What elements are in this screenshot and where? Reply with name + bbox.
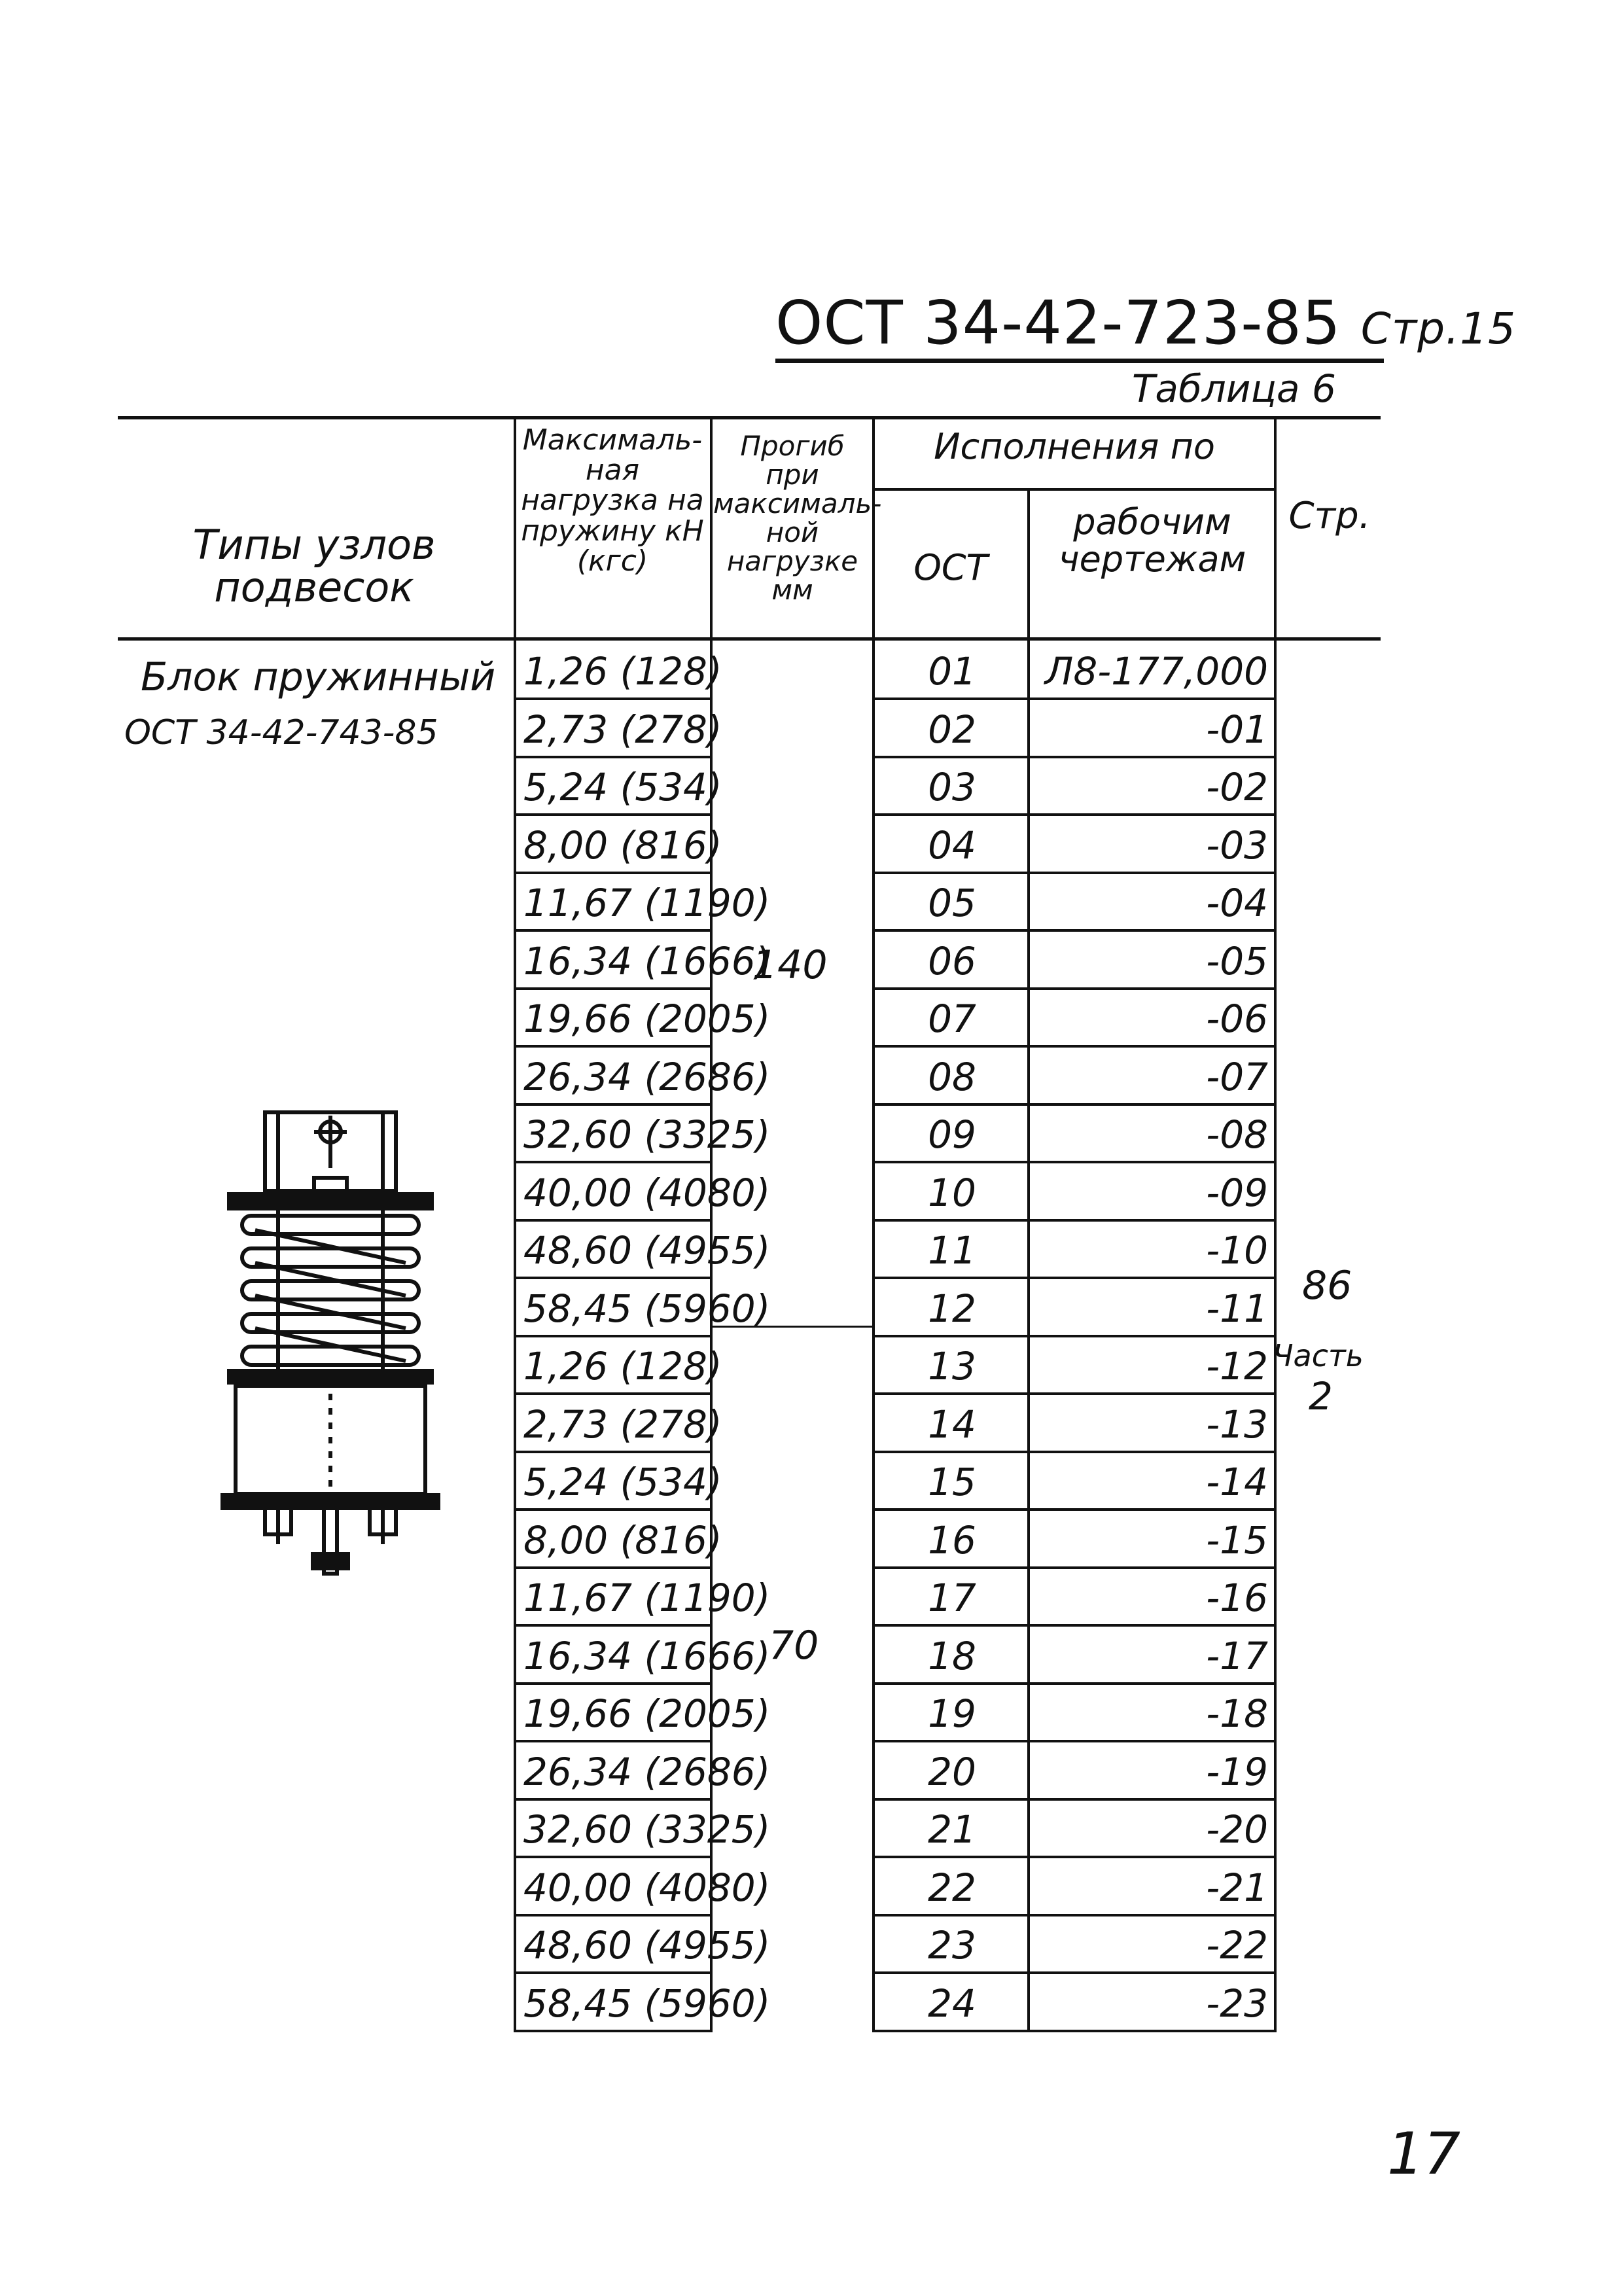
version-row-underline — [875, 1624, 1275, 1627]
doc-number-text: ОСТ 34-42-723-85 — [775, 288, 1341, 358]
version-row-underline — [875, 1045, 1275, 1048]
drawing-number-cell: -16 — [1206, 1576, 1268, 1620]
load-cell: 58,45 (5960) — [523, 1286, 771, 1331]
drawing-number-cell: -18 — [1206, 1691, 1268, 1736]
ost-code-cell: 13 — [928, 1344, 976, 1388]
ost-code-cell: 20 — [928, 1750, 976, 1794]
page-number: 17 — [1387, 2120, 1460, 2187]
header-ost-text: ОСТ — [913, 547, 988, 588]
load-cell: 8,00 (816) — [523, 823, 722, 868]
header-page — [1277, 497, 1382, 536]
load-cell: 19,66 (2005) — [523, 1691, 771, 1736]
ost-code-cell: 15 — [928, 1460, 976, 1504]
load-cell: 8,00 (816) — [523, 1518, 722, 1563]
document-number — [775, 288, 1516, 358]
load-row-underline — [516, 1219, 710, 1222]
load-row-underline — [516, 1161, 710, 1163]
load-row-underline — [516, 1682, 710, 1685]
ost-code-cell: 19 — [928, 1691, 976, 1736]
load-row-underline — [516, 2030, 710, 2032]
load-cell: 2,73 (278) — [523, 707, 722, 752]
drawing-number-cell: -02 — [1206, 765, 1268, 809]
header-load — [517, 425, 708, 576]
spring-block-drawing — [216, 1106, 445, 1583]
load-row-underline — [516, 929, 710, 932]
load-cell: 1,26 (128) — [523, 1344, 722, 1388]
header-drawings — [1031, 501, 1273, 580]
load-cell: 40,00 (4080) — [523, 1865, 771, 1910]
col-divider-load-left — [514, 416, 516, 2032]
ost-code-cell: 09 — [928, 1112, 976, 1157]
drawing-number-cell: -12 — [1206, 1344, 1268, 1388]
deflection-value-70: 70 — [769, 1623, 819, 1669]
ost-code-cell: 02 — [928, 707, 976, 752]
version-row-underline — [875, 756, 1275, 758]
drawing-number-cell: -10 — [1206, 1228, 1268, 1273]
drawing-number-cell: -15 — [1206, 1518, 1268, 1563]
header-page-text: Стр. — [1288, 495, 1371, 537]
part-label: Часть — [1273, 1338, 1364, 1373]
load-row-underline — [516, 1566, 710, 1569]
load-row-underline — [516, 1451, 710, 1453]
ost-code-cell: 21 — [928, 1807, 976, 1852]
load-cell: 58,45 (5960) — [523, 1981, 771, 2026]
header-load-text: Максималь-ная нагрузка на пружину кН (кгс) — [521, 423, 704, 578]
version-row-underline — [875, 1740, 1275, 1742]
load-row-underline — [516, 987, 710, 990]
version-row-underline — [875, 1277, 1275, 1279]
load-cell: 11,67 (1190) — [523, 1576, 771, 1620]
version-row-underline — [875, 1161, 1275, 1163]
load-row-underline — [516, 1798, 710, 1801]
part-number: 2 — [1309, 1374, 1333, 1419]
ost-code-cell: 04 — [928, 823, 976, 868]
drawing-number-cell: -21 — [1206, 1865, 1268, 1910]
load-row-underline — [516, 1971, 710, 1974]
drawing-number-cell: -06 — [1206, 997, 1268, 1041]
load-cell: 2,73 (278) — [523, 1402, 722, 1447]
page-reference: Стр.15 — [1360, 304, 1517, 354]
table-header-bottom-rule — [118, 637, 1381, 641]
ost-code-cell: 14 — [928, 1402, 976, 1447]
load-cell: 19,66 (2005) — [523, 997, 771, 1041]
drawing-number-cell: -14 — [1206, 1460, 1268, 1504]
header-drawings-text: рабочим чертежам — [1058, 501, 1246, 580]
drawing-number-cell: Л8-177,000 — [1044, 649, 1268, 694]
version-row-underline — [875, 813, 1275, 816]
header-underline — [775, 359, 1384, 363]
load-cell: 32,60 (3325) — [523, 1807, 771, 1852]
load-cell: 5,24 (534) — [523, 765, 722, 809]
load-cell: 48,60 (4955) — [523, 1923, 771, 1968]
drawing-number-cell: -07 — [1206, 1055, 1268, 1099]
version-row-underline — [875, 1682, 1275, 1685]
drawing-number-cell: -17 — [1206, 1634, 1268, 1678]
drawing-number-cell: -08 — [1206, 1112, 1268, 1157]
ost-code-cell: 07 — [928, 997, 976, 1041]
load-row-underline — [516, 1045, 710, 1048]
table-top-rule — [118, 416, 1381, 419]
drawing-number-cell: -09 — [1206, 1171, 1268, 1215]
col-divider-page-left — [1274, 416, 1277, 2032]
drawing-number-cell: -01 — [1206, 707, 1268, 752]
version-row-underline — [875, 2030, 1275, 2032]
ost-code-cell: 22 — [928, 1865, 976, 1910]
ost-code-cell: 12 — [928, 1286, 976, 1331]
load-cell: 1,26 (128) — [523, 649, 722, 694]
header-deflection-text: Прогиб при максималь-ной нагрузке мм — [713, 430, 882, 607]
ost-code-cell: 24 — [928, 1981, 976, 2026]
version-row-underline — [875, 1335, 1275, 1337]
version-row-underline — [875, 1798, 1275, 1801]
version-row-underline — [875, 1856, 1275, 1858]
load-cell: 5,24 (534) — [523, 1460, 722, 1504]
load-cell: 40,00 (4080) — [523, 1171, 771, 1215]
table-title: Таблица 6 — [1132, 366, 1336, 411]
ost-code-cell: 16 — [928, 1518, 976, 1563]
load-row-underline — [516, 1335, 710, 1337]
version-row-underline — [875, 1219, 1275, 1222]
ost-code-cell: 01 — [928, 649, 976, 694]
ost-code-cell: 03 — [928, 765, 976, 809]
drawing-number-cell: -11 — [1206, 1286, 1268, 1331]
version-row-underline — [875, 1451, 1275, 1453]
drawing-number-cell: -20 — [1206, 1807, 1268, 1852]
drawing-number-cell: -19 — [1206, 1750, 1268, 1794]
load-row-underline — [516, 1508, 710, 1511]
item-name-line2: ОСТ 34-42-743-85 — [124, 713, 438, 752]
load-row-underline — [516, 698, 710, 700]
load-row-underline — [516, 1392, 710, 1395]
load-cell: 26,34 (2686) — [523, 1750, 771, 1794]
header-ost — [875, 547, 1026, 588]
drawing-number-cell: -04 — [1206, 881, 1268, 925]
ost-code-cell: 08 — [928, 1055, 976, 1099]
header-versions — [875, 426, 1273, 467]
drawing-number-cell: -05 — [1206, 939, 1268, 983]
version-row-underline — [875, 1508, 1275, 1511]
load-row-underline — [516, 1740, 710, 1742]
version-row-underline — [875, 698, 1275, 700]
load-cell: 11,67 (1190) — [523, 881, 771, 925]
drawing-number-cell: -22 — [1206, 1923, 1268, 1968]
load-row-underline — [516, 813, 710, 816]
load-row-underline — [516, 1277, 710, 1279]
header-types-text: Типы узлов подвесок — [192, 521, 436, 612]
load-cell: 16,34 (1666) — [523, 939, 771, 983]
load-row-underline — [516, 1856, 710, 1858]
item-name-line1: Блок пружинный — [141, 654, 496, 700]
header-types — [131, 521, 497, 612]
load-row-underline — [516, 872, 710, 874]
header-deflection — [713, 430, 882, 607]
version-row-underline — [875, 1392, 1275, 1395]
version-row-underline — [875, 1971, 1275, 1974]
load-cell: 32,60 (3325) — [523, 1112, 771, 1157]
ost-code-cell: 10 — [928, 1171, 976, 1215]
ost-code-cell: 18 — [928, 1634, 976, 1678]
ost-code-cell: 11 — [928, 1228, 976, 1273]
load-cell: 16,34 (1666) — [523, 1634, 771, 1678]
deflection-value-140: 140 — [752, 942, 828, 988]
version-row-underline — [875, 1914, 1275, 1916]
load-cell: 48,60 (4955) — [523, 1228, 771, 1273]
ost-code-cell: 23 — [928, 1923, 976, 1968]
load-row-underline — [516, 756, 710, 758]
ost-code-cell: 05 — [928, 881, 976, 925]
drawing-number-cell: -03 — [1206, 823, 1268, 868]
header-versions-text: Исполнения по — [934, 426, 1215, 467]
load-cell: 26,34 (2686) — [523, 1055, 771, 1099]
drawing-number-cell: -23 — [1206, 1981, 1268, 2026]
load-row-underline — [516, 1624, 710, 1627]
ost-code-cell: 17 — [928, 1576, 976, 1620]
load-row-underline — [516, 1103, 710, 1106]
version-row-underline — [875, 987, 1275, 990]
versions-subheader-rule — [872, 488, 1275, 491]
load-row-underline — [516, 1914, 710, 1916]
page-ref-86: 86 — [1302, 1263, 1352, 1309]
version-row-underline — [875, 872, 1275, 874]
drawing-number-cell: -13 — [1206, 1402, 1268, 1447]
version-row-underline — [875, 1566, 1275, 1569]
ost-code-cell: 06 — [928, 939, 976, 983]
version-row-underline — [875, 1103, 1275, 1106]
version-row-underline — [875, 929, 1275, 932]
